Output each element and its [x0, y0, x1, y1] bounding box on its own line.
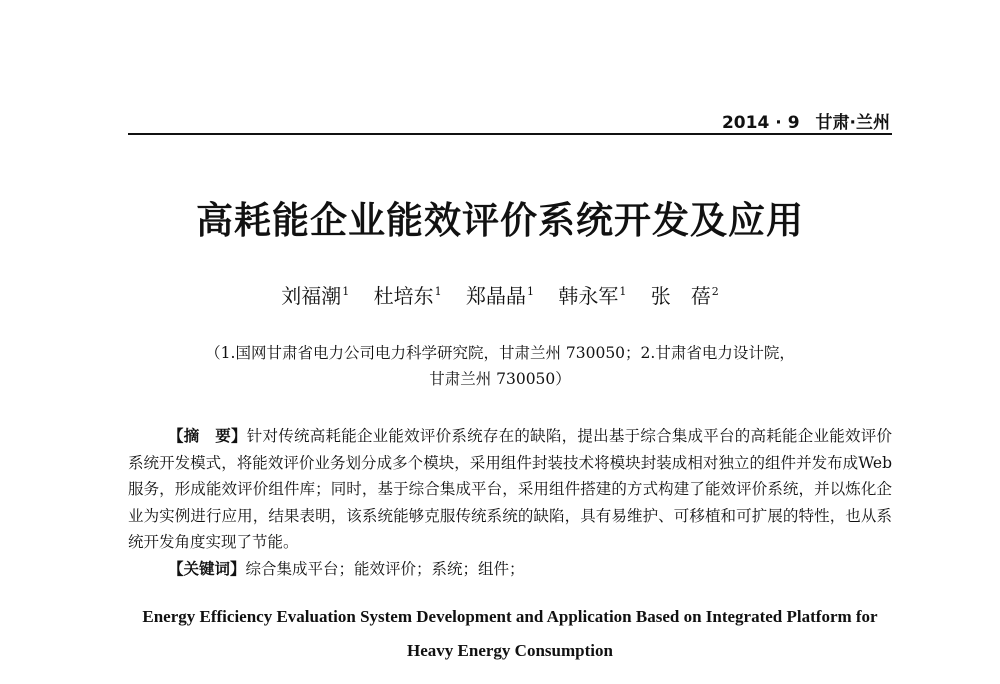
header-year: 2014	[721, 113, 770, 133]
english-title	[100, 600, 920, 668]
author-affiliation-mark: 2	[711, 285, 719, 299]
author-name: 张 蓓	[650, 284, 711, 308]
author-name: 郑晶晶	[466, 284, 526, 308]
keywords-paragraph	[128, 556, 892, 583]
author-affiliation-mark: 1	[619, 285, 627, 299]
paper-title: 高耗能企业能效评价系统开发及应用	[196, 198, 804, 242]
author-affiliation-mark: 1	[434, 285, 442, 299]
author-2	[374, 284, 442, 308]
english-title-line-2: Heavy Energy Consumption	[407, 641, 613, 660]
abstract-block	[128, 423, 892, 582]
author-affiliation-mark: 1	[342, 285, 350, 299]
affiliation-line-2: 甘肃兰州 730050）	[429, 370, 571, 388]
author-affiliation-mark: 1	[527, 285, 534, 299]
author-name: 杜培东	[373, 284, 434, 308]
header-issue: 9	[787, 113, 800, 133]
author-name: 刘福潮	[281, 284, 342, 308]
author-3	[466, 284, 534, 308]
abstract-paragraph	[128, 423, 892, 556]
abstract-label: 【摘 要】	[168, 427, 247, 445]
english-title-line-1: Energy Efficiency Evaluation System Development and Application Based on Integrated Platform for	[142, 607, 878, 626]
keywords-text: 综合集成平台；能效评价；系统；组件；	[245, 559, 525, 578]
affiliation-line-1: （1.国网甘肃省电力公司电力科学研究院，甘肃兰州 730050；2.甘肃省电力设计院，	[205, 344, 795, 362]
author-5	[651, 284, 719, 308]
abstract-text: 针对传统高耗能企业能效评价系统存在的缺陷，提出基于综合集成平台的高耗能企业能效评价系统开发模式，将能效评价业务划分成多个模块，采用组件封装技术将模块封装成相对独立的组件并发布成Web服务，形成能效评价组件库；同时，基于综合集成平台，采用组件搭建的方式构建了能效评价系统，并以炼化企业为实例进行应用，结果表明，该系统能够克服传统系统的缺陷，具有易维护、可移植和可扩展的特性，也从系统开发角度实现了节能。	[128, 427, 892, 551]
journal-header	[722, 108, 890, 133]
header-location: 甘肃·兰州	[815, 113, 890, 133]
author-4	[558, 284, 626, 308]
author-name: 韩永军	[558, 284, 619, 308]
affiliations	[0, 340, 1000, 392]
author-list	[0, 280, 1000, 309]
keywords-label: 【关键词】	[168, 559, 246, 578]
header-rule	[128, 133, 892, 135]
author-1	[281, 284, 349, 308]
header-separator: ·	[775, 113, 782, 133]
